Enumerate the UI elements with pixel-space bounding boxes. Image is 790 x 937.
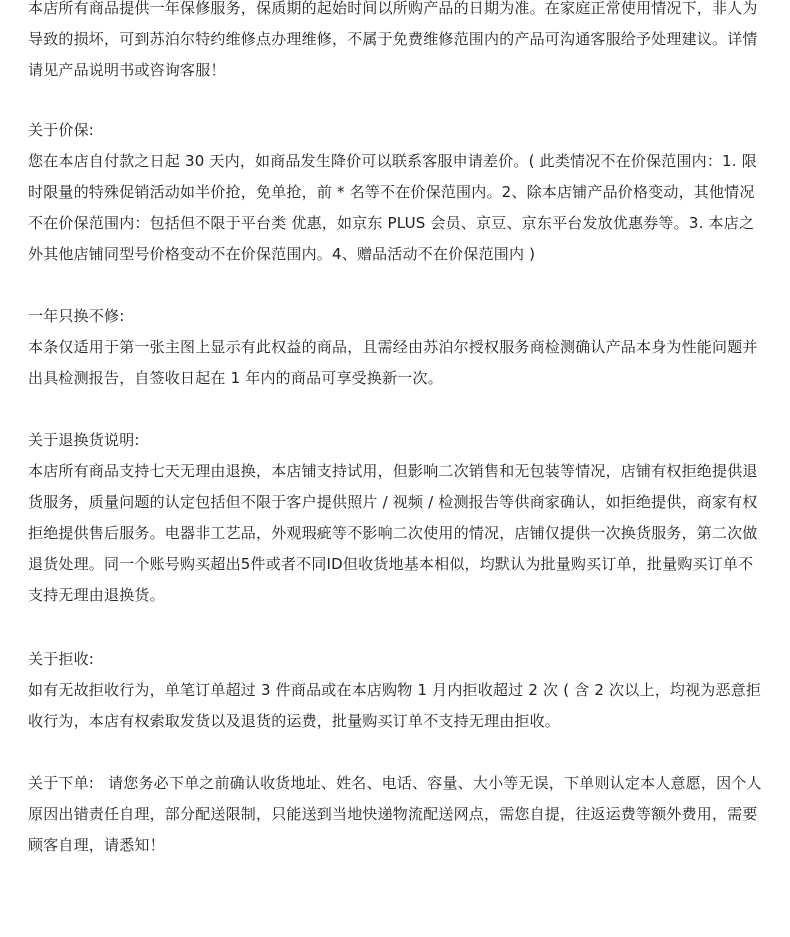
replace-not-repair-heading: 一年只换不修:	[28, 307, 125, 325]
replace-not-repair-text: 本条仅适用于第一张主图上显示有此权益的商品，且需经由苏泊尔授权服务商检测确认产品本身为性能问题并出具检测报告，自签收日起在 1 年内的商品可享受换新一次。	[28, 338, 758, 387]
rejection-text: 如有无故拒收行为，单笔订单超过 3 件商品或在本店购物 1 月内拒收超过 2 次 ( 含 2 次以上，均视为恶意拒收行为，本店有权索取发货以及退货的运费，批量购买订单不支持无理由拒收。	[28, 681, 762, 730]
ordering-paragraph	[28, 768, 762, 861]
ordering-heading: 关于下单:	[28, 774, 95, 792]
ordering-section	[28, 768, 762, 861]
ordering-text: 请您务必下单之前确认收货地址、姓名、电话、容量、大小等无误，下单则认定本人意愿，因个人原因出错责任自理，部分配送限制，只能送到当地快递物流配送网点，需您自提，往返运费等额外费用，需要顾客自理，请悉知！	[28, 774, 762, 854]
price-protection-section	[28, 115, 762, 270]
price-protection-text: 您在本店自付款之日起 30 天内，如商品发生降价可以联系客服申请差价。( 此类情况不在价保范围内：1. 限时限量的特殊促销活动如半价抢，免单抢，前 * 名等不在价保范围内。2、除本店铺产品价格变动，其他情况不在价保范围内：包括但不限于平台类 优惠，如京东 PLUS 会员、京豆、京东平台发放优惠券等。3. 本店之外其他店铺同型号价格变动不在价保范围内。4、赠品活动不在价保范围内 )	[28, 152, 757, 263]
warranty-text: 本店所有商品提供一年保修服务，保质期的起始时间以所购产品的日期为准。在家庭正常使用情况下，非人为导致的损坏，可到苏泊尔特约维修点办理维修，不属于免费维修范围内的产品可沟通客服给予处理建议。详情请见产品说明书或咨询客服！	[28, 0, 758, 79]
returns-text: 本店所有商品支持七天无理由退换，本店铺支持试用，但影响二次销售和无包装等情况，店铺有权拒绝提供退货服务，质量问题的认定包括但不限于客户提供照片 / 视频 / 检测报告等供商家确认，如拒绝提供，商家有权拒绝提供售后服务。电器非工艺品，外观瑕疵等不影响二次使用的情况，店铺仅提供一次换货服务，第二次做退货处理。同一个账号购买超出5件或者不同ID但收货地基本相似，均默认为批量购买订单，批量购买订单不支持无理由退换货。	[28, 462, 758, 604]
returns-section	[28, 425, 762, 611]
rejection-heading: 关于拒收:	[28, 650, 95, 668]
replace-not-repair-section	[28, 301, 762, 394]
rejection-section	[28, 644, 762, 737]
price-protection-heading: 关于价保:	[28, 121, 95, 139]
returns-heading: 关于退换货说明:	[28, 431, 140, 449]
warranty-section	[28, 0, 762, 86]
